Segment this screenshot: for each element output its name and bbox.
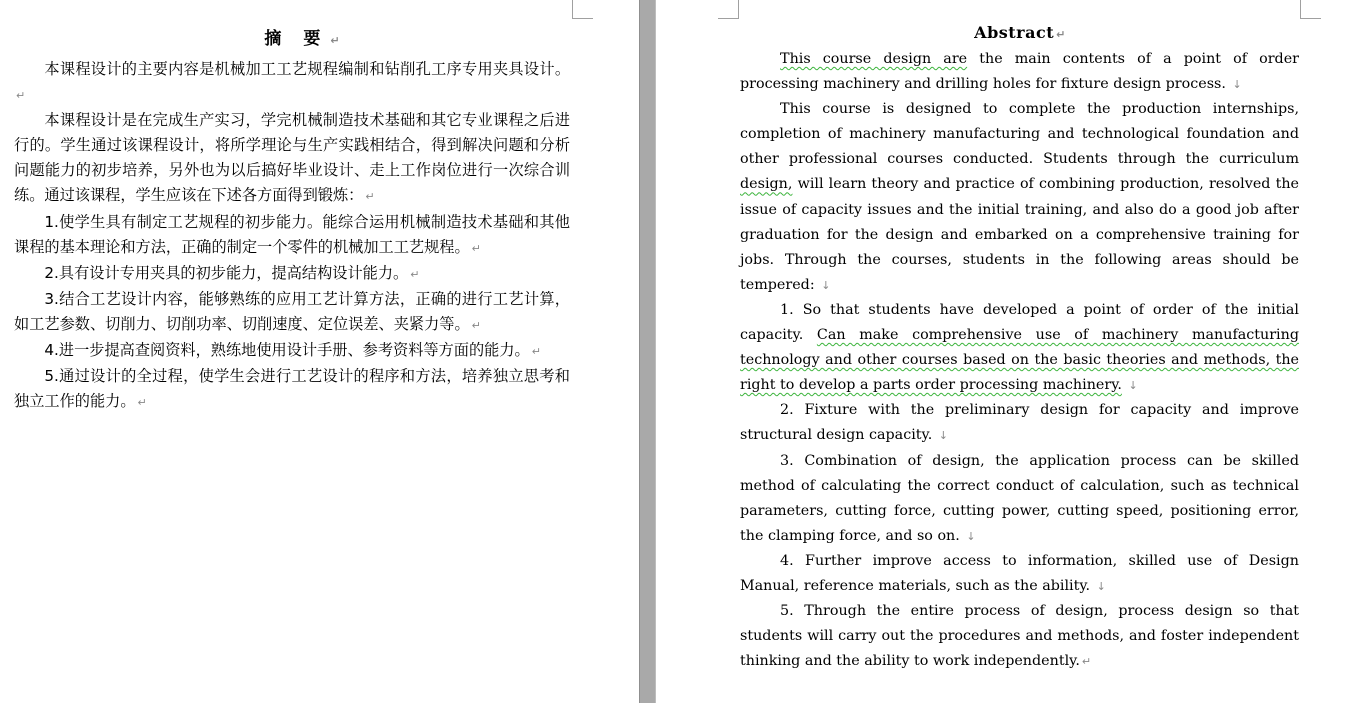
abstract-body-chinese[interactable] [14, 57, 570, 415]
document-page-chinese[interactable] [0, 0, 639, 703]
paragraph-mark: ↵ [1056, 28, 1066, 41]
abstract-body-english[interactable] [740, 47, 1299, 674]
line-break-mark: ↓ [1232, 78, 1242, 92]
grammar-flag[interactable]: Can make comprehensive use of machinery manufacturing technology and other courses based on the basic theories and methods, the right to develop a parts order processing machinery. [740, 327, 1299, 394]
paragraph-mark: ↵ [16, 89, 26, 103]
paragraph: 3.结合工艺设计内容，能够熟练的应用工艺计算方法，正确的进行工艺计算，如工艺参数、切削力、切削功率、切削速度、定位误差、夹紧力等。 ↵ [14, 289, 570, 333]
paragraph: 3. Combination of design, the application process can be skilled method of calculating the correct conduct of calculation, such as technical parameters, cutting force, cutting power, cutting speed, positioning error, the clamping force, and so on. ↓ [740, 452, 1299, 544]
paragraph-mark: ↵ [330, 34, 348, 47]
paragraph: This course is designed to complete the production internships, completion of machinery manufacturing and technological foundation and other professional courses conducted. Students through the curriculum design, will learn theory and practice of combining production, resolved the issue of capacity issues and the initial training, and also do a good job after graduation for the design and embarked on a comprehensive training for jobs. Through the courses, students in the following areas should be tempered: ↓ [740, 101, 1299, 293]
paragraph-mark: ↵ [365, 190, 375, 204]
page-corner-mark [1300, 0, 1321, 19]
paragraph-mark: ↵ [410, 267, 420, 281]
paragraph-mark: ↵ [1081, 655, 1092, 669]
paragraph: 4.进一步提高查阅资料，熟练地使用设计手册、参考资料等方面的能力。 ↵ [44, 341, 541, 360]
page-corner-mark [572, 0, 593, 19]
paragraph: 5. Through the entire process of design, process design so that students will carry out the procedures and methods, and foster independent thinking and the ability to work independently. ↵ [740, 603, 1299, 670]
line-break-mark: ↓ [1096, 579, 1106, 593]
paragraph-mark: ↵ [471, 241, 481, 255]
paragraph: 本课程设计的主要内容是机械加工工艺规程编制和钻削孔工序专用夹具设计。↵ [16, 60, 570, 103]
page-corner-mark [718, 0, 739, 19]
grammar-flag[interactable]: design, [740, 176, 793, 193]
paragraph: 5.通过设计的全过程，使学生会进行工艺设计的程序和方法，培养独立思考和独立工作的能力。 ↵ [14, 367, 570, 411]
paragraph: 4. Further improve access to information, skilled use of Design Manual, reference materials, such as the ability. ↓ [740, 552, 1299, 594]
paragraph-mark: ↵ [137, 396, 147, 410]
page-gutter [639, 0, 656, 703]
page-title-chinese: 摘 要 ↵ [264, 29, 348, 49]
line-break-mark: ↓ [821, 278, 831, 292]
paragraph: 1. So that students have developed a point of order of the initial capacity. Can make comprehensive use of machinery manufacturing technology and other courses based on the basic theories and methods, the right to develop a parts order processing machinery. ↓ [740, 301, 1299, 394]
line-break-mark: ↓ [1128, 379, 1138, 393]
page-title-english: Abstract ↵ [974, 23, 1066, 42]
paragraph: 1.使学生具有制定工艺规程的初步能力。能综合运用机械制造技术基础和其他课程的基本理论和方法，正确的制定一个零件的机械加工工艺规程。 ↵ [14, 212, 570, 256]
paragraph: 2.具有设计专用夹具的初步能力，提高结构设计能力。 ↵ [44, 263, 420, 282]
paragraph: 2. Fixture with the preliminary design for capacity and improve structural design capacity. ↓ [740, 402, 1299, 444]
grammar-flag[interactable]: This course design are [780, 51, 968, 67]
line-break-mark: ↓ [966, 529, 976, 543]
document-page-english[interactable] [656, 0, 1347, 703]
paragraph: This course design are the main contents of a point of order processing machinery and drilling holes for fixture design process. ↓ [740, 51, 1299, 93]
paragraph: 本课程设计是在完成生产实习，学完机械制造技术基础和其它专业课程之后进行的。学生通过该课程设计，将所学理论与生产实践相结合，得到解决问题和分析问题能力的初步培养，另外也为以后搞好毕业设计、走上工作岗位进行一次综合训练。通过该课程，学生应该在下述各方面得到锻炼： ↵ [14, 111, 570, 205]
paragraph-mark: ↵ [531, 345, 541, 359]
paragraph-mark: ↵ [471, 318, 481, 332]
line-break-mark: ↓ [938, 429, 949, 443]
